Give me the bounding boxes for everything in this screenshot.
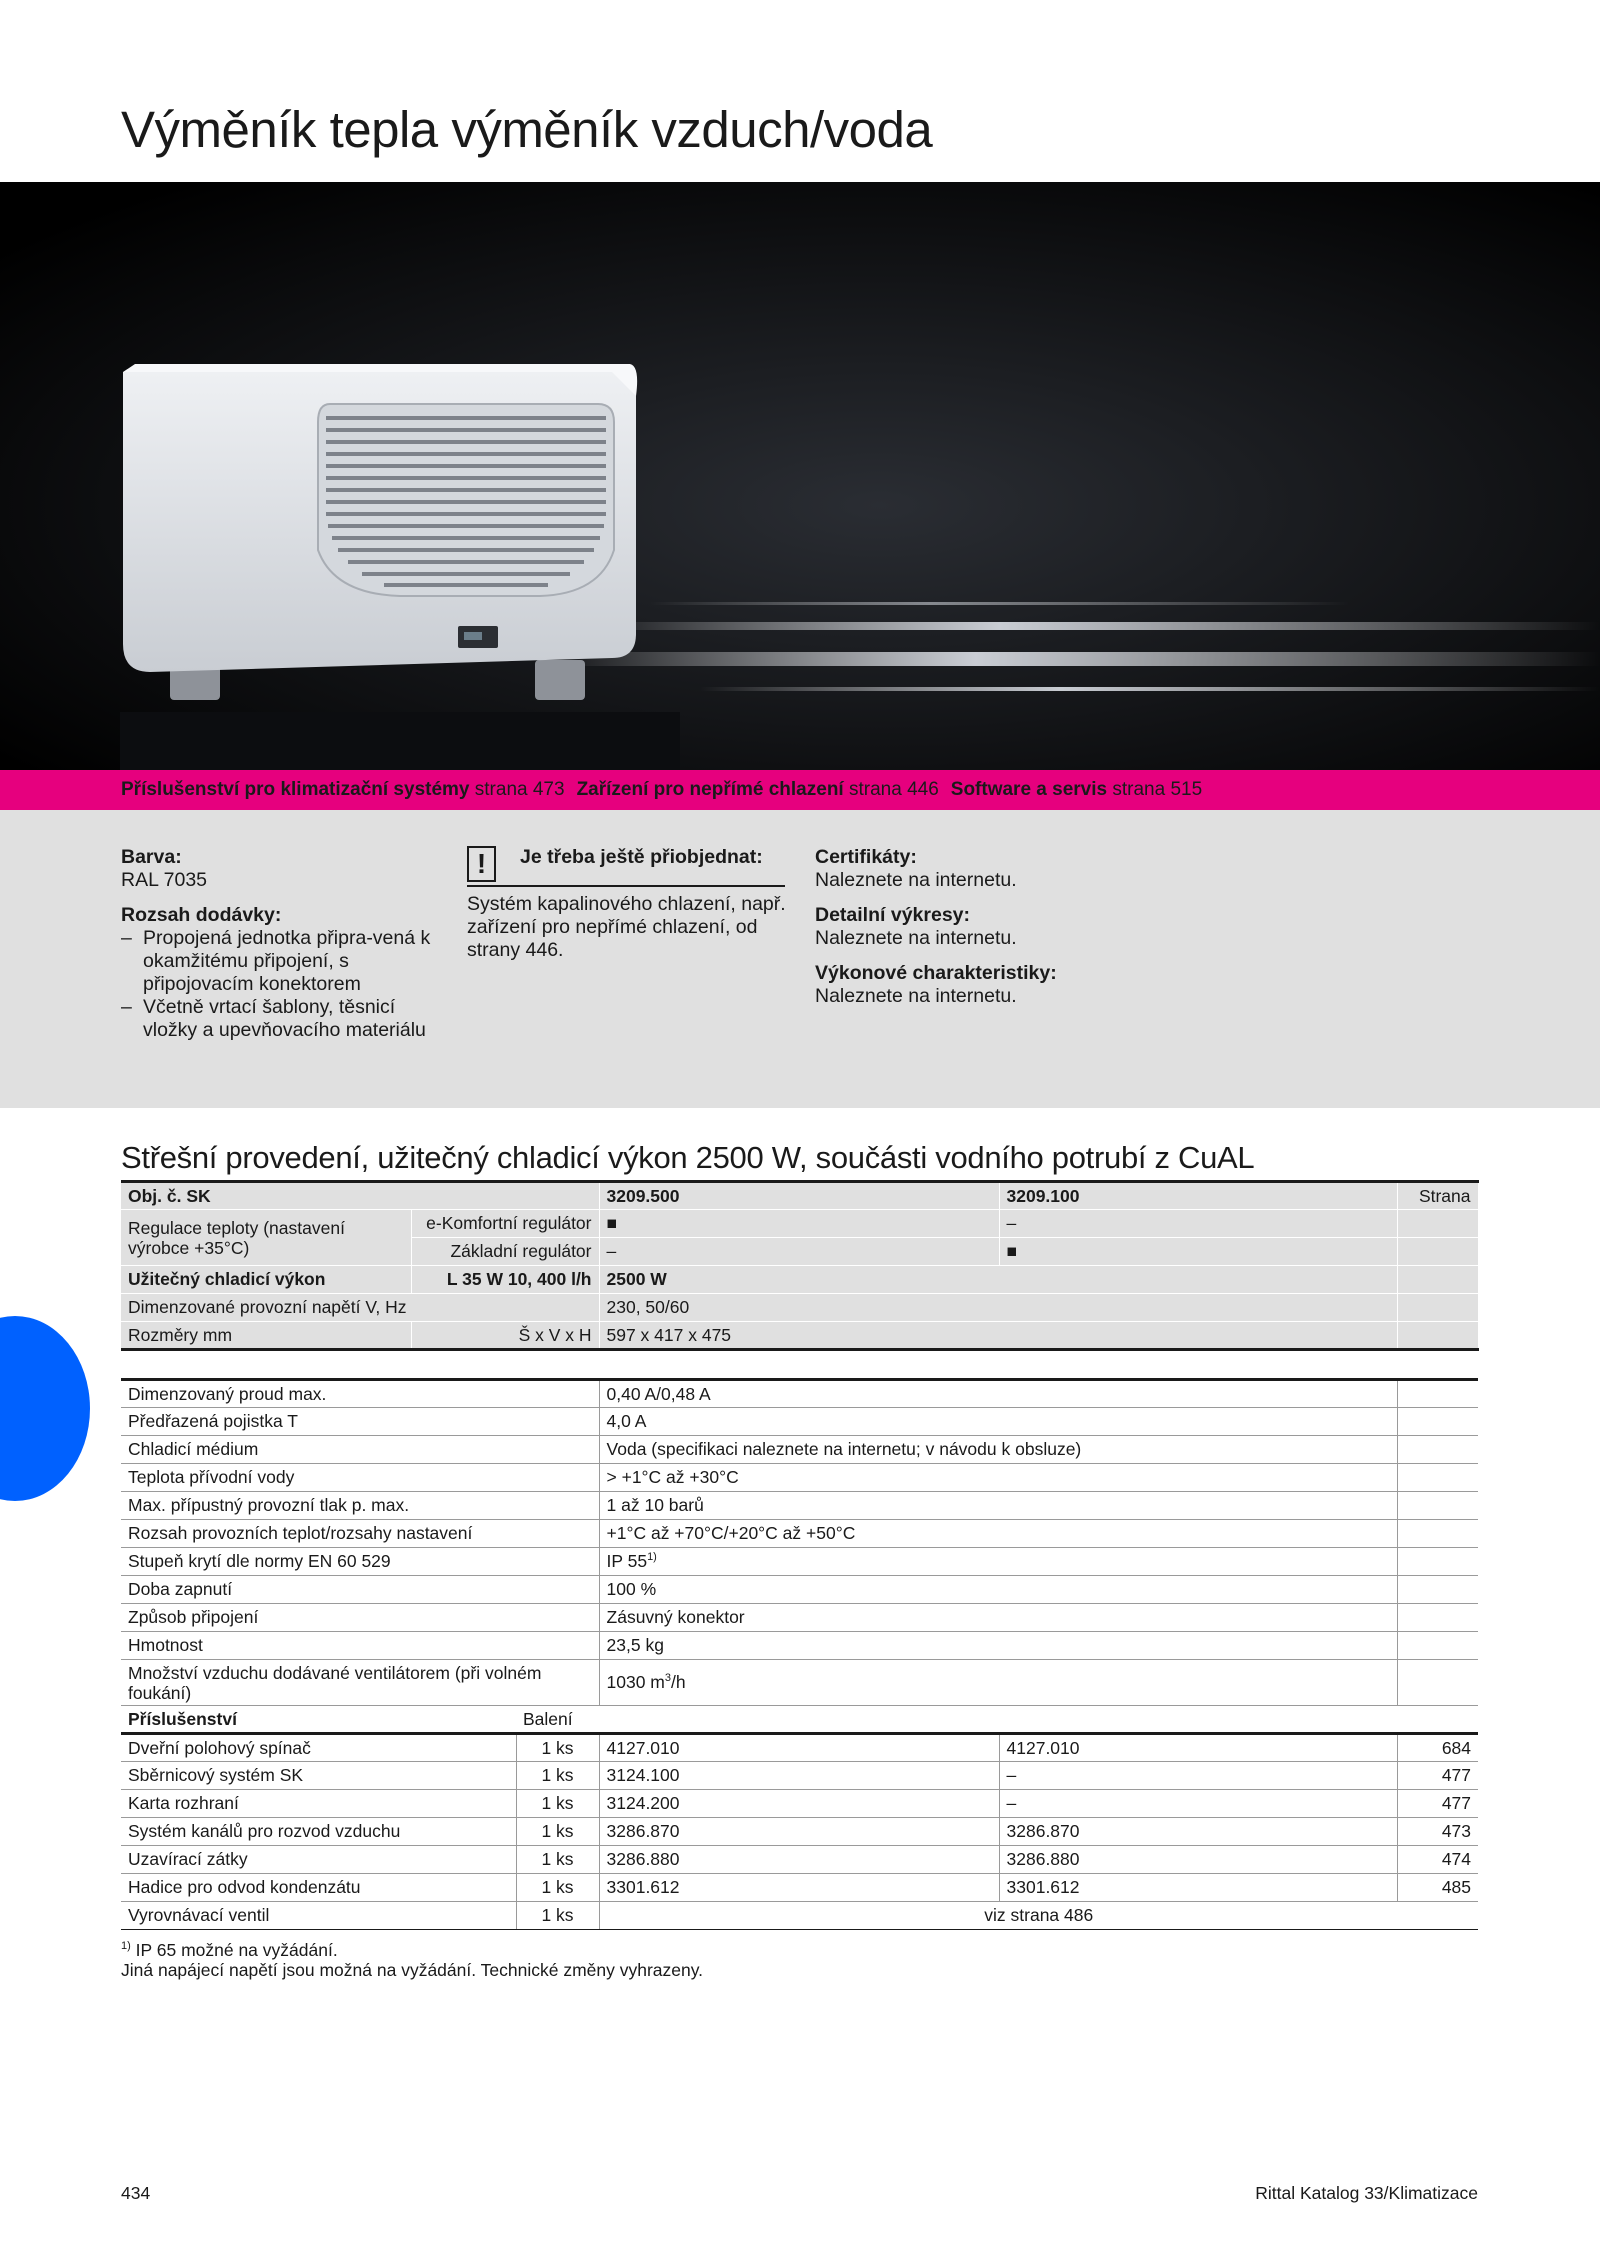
scope-item: – Propojená jednotka připra-vená k okamžitému připojení, s připojovacím konektorem (121, 927, 441, 996)
dimensions-label: Rozměry mm (121, 1322, 411, 1350)
spec-label: Předřazená pojistka T (121, 1408, 599, 1436)
cooling-value: 2500 W (599, 1266, 1397, 1294)
drawings-label: Detailní výkresy: (815, 904, 971, 926)
accessory-no-a: 3286.870 (599, 1818, 999, 1846)
table-row (121, 1706, 1478, 1734)
ekomfort-label: e-Komfortní regulátor (411, 1210, 599, 1238)
accessory-pack: 1 ks (516, 1734, 599, 1762)
cert-value: Naleznete na internetu. (815, 869, 1017, 891)
accessory-pack: 1 ks (516, 1818, 599, 1846)
spec-value: > +1°C až +30°C (599, 1464, 1397, 1492)
footnote-1: $^{1)}$ IP 65 možné na vyžádání. (121, 1940, 338, 1960)
footnotes (121, 1940, 703, 1980)
table-row (121, 1436, 1478, 1464)
accessory-name: Karta rozhraní (121, 1790, 516, 1818)
ekomfort-b: – (999, 1210, 1397, 1238)
spec-label: Max. přípustný provozní tlak p. max. (121, 1492, 599, 1520)
accessories-link-indirect-cooling[interactable]: Zařízení pro nepřímé chlazení strana 446 (576, 779, 939, 800)
table-row (121, 1762, 1478, 1790)
connection-label: Způsob připojení (121, 1604, 599, 1632)
info-column-docs (815, 846, 1135, 1020)
accessory-pack: 1 ks (516, 1846, 599, 1874)
basic-b: ■ (999, 1238, 1397, 1266)
performance-label: Výkonové charakteristiky: (815, 962, 1057, 984)
table-row (121, 1294, 1478, 1322)
accessory-no-a: 3124.100 (599, 1762, 999, 1790)
accessory-no-a: 4127.010 (599, 1734, 999, 1762)
order-note-header (467, 846, 785, 887)
packaging-label: Balení (516, 1706, 599, 1734)
accessory-no-b: 3286.880 (999, 1846, 1397, 1874)
weight-label: Hmotnost (121, 1632, 599, 1660)
accessory-pack: 1 ks (516, 1902, 599, 1930)
color-value: RAL 7035 (121, 869, 208, 891)
accessory-no-b: – (999, 1762, 1397, 1790)
table-row (121, 1408, 1478, 1436)
accessory-no-a: 3124.200 (599, 1790, 999, 1818)
warning-icon: ! (467, 846, 496, 882)
accessory-name: Dveřní polohový spínač (121, 1734, 516, 1762)
voltage-label: Dimenzované provozní napětí V, Hz (121, 1294, 599, 1322)
table-row (121, 1520, 1478, 1548)
spec-label: Teplota přívodní vody (121, 1464, 599, 1492)
model-table (121, 1180, 1479, 1351)
accessory-page-ref[interactable]: viz strana 486 (599, 1902, 1478, 1930)
page-title: Výměník tepla výměník vzduch/voda (121, 101, 933, 158)
cooling-label: Užitečný chladicí výkon (121, 1266, 411, 1294)
page-number: 434 (121, 2183, 151, 2203)
ekomfort-a: ■ (599, 1210, 999, 1238)
section-title: Střešní provedení, užitečný chladicí výkon 2500 W, součásti vodního potrubí z CuAL (121, 1140, 1255, 1175)
section-marker (0, 1316, 90, 1501)
accessory-page[interactable]: 477 (1397, 1790, 1478, 1818)
duty-label: Doba zapnutí (121, 1576, 599, 1604)
accessory-pack: 1 ks (516, 1790, 599, 1818)
dimensions-value: 597 x 417 x 475 (599, 1322, 1397, 1350)
weight-value: 23,5 kg (599, 1632, 1397, 1660)
voltage-value: 230, 50/60 (599, 1294, 1397, 1322)
accessory-pack: 1 ks (516, 1762, 599, 1790)
accessory-no-a: 3286.880 (599, 1846, 999, 1874)
info-panel (0, 810, 1600, 1108)
accessory-name: Vyrovnávací ventil (121, 1902, 516, 1930)
order-no-label: Obj. č. SK (121, 1182, 599, 1210)
model-b: 3209.100 (999, 1182, 1397, 1210)
spec-value: 4,0 A (599, 1408, 1397, 1436)
accessory-pack: 1 ks (516, 1874, 599, 1902)
table-row (121, 1818, 1478, 1846)
accessories-bar (0, 770, 1600, 810)
color-label: Barva: (121, 846, 182, 868)
accessory-no-b: 3286.870 (999, 1818, 1397, 1846)
table-row (121, 1492, 1478, 1520)
spec-label: Dimenzovaný proud max. (121, 1380, 599, 1408)
table-row (121, 1790, 1478, 1818)
basic-regulator-label: Základní regulátor (411, 1238, 599, 1266)
airflow-value: 1030 $m^3/h$ (599, 1660, 1397, 1706)
performance-value: Naleznete na internetu. (815, 985, 1017, 1007)
info-column-order (467, 846, 787, 962)
dimensions-unit: Š x V x H (411, 1322, 599, 1350)
table-row (121, 1182, 1478, 1210)
accessory-page[interactable]: 477 (1397, 1762, 1478, 1790)
cert-label: Certifikáty: (815, 846, 917, 868)
table-row (121, 1266, 1478, 1294)
table-row (121, 1734, 1478, 1762)
accessory-page[interactable]: 473 (1397, 1818, 1478, 1846)
accessory-name: Sběrnicový systém SK (121, 1762, 516, 1790)
spec-value: 0,40 A/0,48 A (599, 1380, 1397, 1408)
accessory-page[interactable]: 485 (1397, 1874, 1478, 1902)
spec-value: 1 až 10 barů (599, 1492, 1397, 1520)
airflow-label: Množství vzduchu dodávané ventilátorem (při volném foukání) (121, 1660, 599, 1706)
table-row (121, 1846, 1478, 1874)
info-column-color-scope (121, 846, 441, 1054)
spec-label: Rozsah provozních teplot/rozsahy nastavení (121, 1520, 599, 1548)
accessory-no-b: 3301.612 (999, 1874, 1397, 1902)
accessories-link-software[interactable]: Software a servis strana 515 (950, 779, 1203, 800)
drawings-value: Naleznete na internetu. (815, 927, 1017, 949)
footnote-ref[interactable]: 1) (647, 1551, 657, 1564)
cooling-condition: L 35 W 10, 400 l/h (411, 1266, 599, 1294)
spec-label: Chladicí médium (121, 1436, 599, 1464)
model-a: 3209.500 (599, 1182, 999, 1210)
table-row (121, 1874, 1478, 1902)
specs-table (121, 1378, 1478, 1930)
product-photo (0, 182, 1600, 770)
ip-value: IP 55$^{1)}$ (599, 1548, 1397, 1576)
footnote-2: Jiná napájecí napětí jsou možná na vyžádání. Technické změny vyhrazeny. (121, 1960, 704, 1980)
scope-label: Rozsah dodávky: (121, 904, 282, 926)
accessory-page[interactable]: 684 (1397, 1734, 1478, 1762)
table-row (121, 1604, 1478, 1632)
table-row (121, 1660, 1478, 1706)
catalog-reference: Rittal Katalog 33/Klimatizace (1255, 2183, 1478, 2203)
accessory-name: Uzavírací zátky (121, 1846, 516, 1874)
accessory-no-b: – (999, 1790, 1397, 1818)
accessory-no-a: 3301.612 (599, 1874, 999, 1902)
spec-value: Voda (specifikaci naleznete na internetu; v návodu k obsluze) (599, 1436, 1397, 1464)
table-row (121, 1464, 1478, 1492)
accessory-page[interactable]: 474 (1397, 1846, 1478, 1874)
table-row (121, 1548, 1478, 1576)
table-row (121, 1902, 1478, 1930)
duty-value: 100 % (599, 1576, 1397, 1604)
order-label: Je třeba ještě přiobjednat: (520, 846, 763, 868)
table-row (121, 1210, 1478, 1238)
accessories-label: Příslušenství (121, 1706, 516, 1734)
temp-regulation-label: Regulace teploty (nastavení výrobce +35°C) (121, 1210, 411, 1266)
table-row (121, 1576, 1478, 1604)
order-text: Systém kapalinového chlazení, např. zařízení pro nepřímé chlazení, od strany 446. (467, 893, 786, 961)
page-header: Strana (1397, 1182, 1478, 1210)
accessory-name: Hadice pro odvod kondenzátu (121, 1874, 516, 1902)
ip-label: Stupeň krytí dle normy EN 60 529 (121, 1548, 599, 1576)
accessory-name: Systém kanálů pro rozvod vzduchu (121, 1818, 516, 1846)
table-row (121, 1322, 1478, 1350)
scope-item: – Včetně vrtací šablony, těsnicí vložky a upevňovacího materiálu (121, 996, 441, 1042)
table-row (121, 1632, 1478, 1660)
basic-a: – (599, 1238, 999, 1266)
accessory-no-b: 4127.010 (999, 1734, 1397, 1762)
scope-list (121, 927, 441, 1042)
table-row (121, 1380, 1478, 1408)
accessories-link-climate[interactable]: Příslušenství pro klimatizační systémy strana 473 (121, 779, 565, 800)
connection-value: Zásuvný konektor (599, 1604, 1397, 1632)
spec-value: +1°C až +70°C/+20°C až +50°C (599, 1520, 1397, 1548)
